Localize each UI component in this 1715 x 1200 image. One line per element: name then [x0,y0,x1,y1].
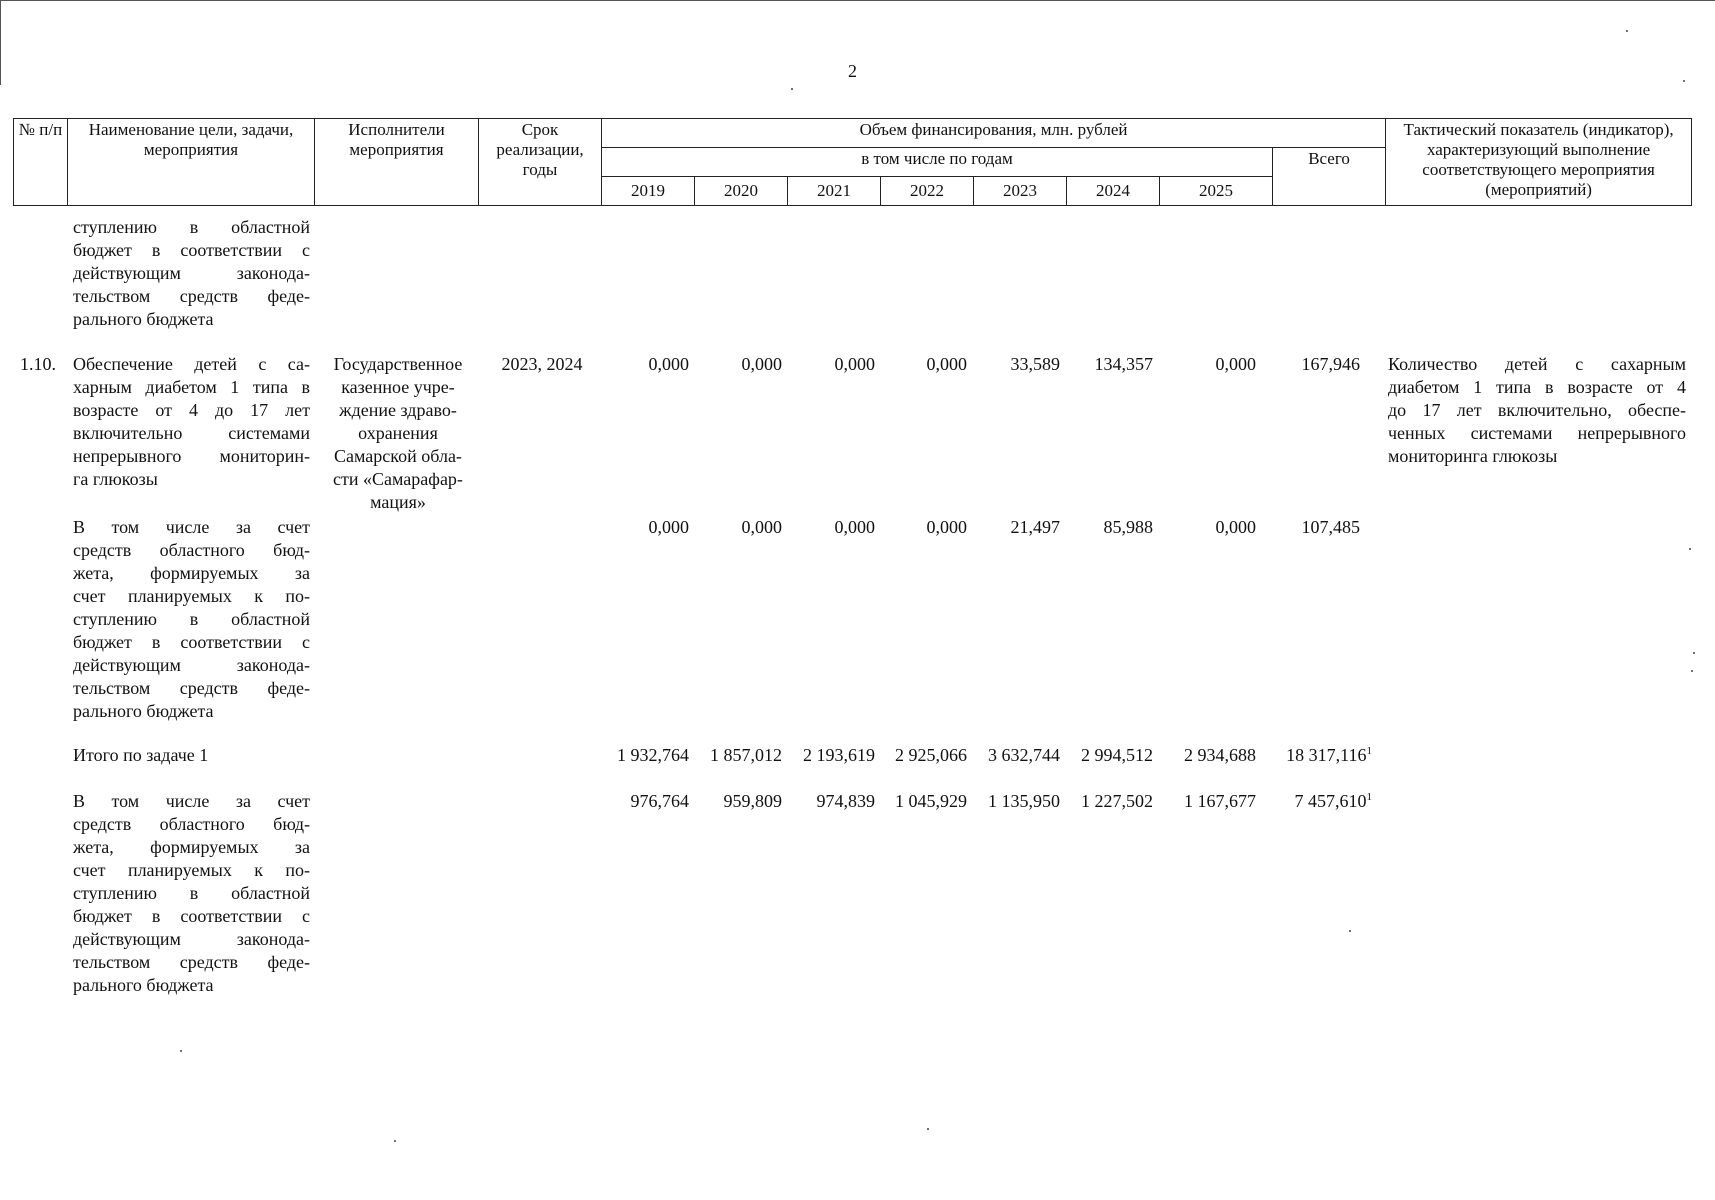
row-name-line: га глюкозы [73,469,158,489]
row-value-2023: 3 632,744 [988,745,1060,765]
row-value-2021: 974,839 [816,791,875,811]
row-name-line: включительно системами [73,423,310,443]
header-year: 2025 [1160,177,1273,206]
scan-speck [1689,548,1691,550]
row-name-line: действующим законода- [73,263,310,283]
row-name-line: ступлению в областной [73,217,310,237]
row-name-line: харным диабетом 1 типа в [73,377,310,397]
header-total: Всего [1273,148,1386,206]
row-executor-line: мация» [370,492,426,512]
header-executors: Исполнители мероприятия [315,119,479,206]
header-year: 2020 [695,177,788,206]
scan-speck [1349,930,1351,932]
row-name-line: тельством средств феде- [73,678,310,698]
row-value-2020: 1 857,012 [710,745,782,765]
row-name-line: средств областного бюд- [73,814,310,834]
row-value-2019: 0,000 [648,354,689,374]
row-value-2024: 2 994,512 [1081,745,1153,765]
header-year: 2022 [881,177,974,206]
row-value-2019: 976,764 [630,791,689,811]
row-value-2022: 2 925,066 [895,745,967,765]
row-executor-line: ждение здраво- [339,400,457,420]
header-term: Срок реализации, годы [479,119,602,206]
scan-speck [791,88,793,90]
row-name [73,744,310,767]
row-executor-line: сти «Самарафар- [333,469,463,489]
row-value-2025: 0,000 [1215,354,1256,374]
row-value-2020: 959,809 [723,791,782,811]
row-total [1262,744,1372,767]
row-name-line: Итого по задаче 1 [73,745,209,765]
row-total-value: 107,485 [1301,517,1360,537]
header-table [13,118,1692,206]
row-indicator-line: Количество детей с сахарным [1388,354,1686,374]
row-executor-line: казенное учре- [341,377,455,397]
row-value-2025: 1 167,677 [1184,791,1256,811]
row-value-2023: 33,589 [1010,354,1060,374]
header-funding: Объем финансирования, млн. рублей [602,119,1386,148]
row-value-2023: 21,497 [1010,517,1060,537]
row-name-line: счет планируемых к по- [73,860,310,880]
header-year: 2023 [974,177,1067,206]
header-num: № п/п [14,119,68,206]
row-name [73,516,310,723]
row-name-line: бюджет в соответствии с [73,906,310,926]
row-term: 2023, 2024 [501,354,583,374]
row-name-line: В том числе за счет [73,791,310,811]
row-executor-line: охранения [358,423,438,443]
row-name-line: тельством средств феде- [73,952,310,972]
row-value-2021: 0,000 [834,517,875,537]
row-value-2020: 0,000 [741,354,782,374]
header-year: 2024 [1067,177,1160,206]
header-year: 2019 [602,177,695,206]
row-indicator-line: диабетом 1 типа в возрасте от 4 [1388,377,1686,397]
row-name-line: тельством средств феде- [73,286,310,306]
scan-edge-top [0,0,1715,1]
scan-speck [1683,80,1685,82]
row-total-value: 167,946 [1301,354,1360,374]
row-executor-line: Самарской обла- [334,446,462,466]
row-value-2020: 0,000 [741,517,782,537]
row-value-2022: 0,000 [926,517,967,537]
row-value-2019: 1 932,764 [617,745,689,765]
row-name [73,790,310,997]
row-name-line: рального бюджета [73,975,214,995]
row-name [73,216,310,331]
footnote-mark: 1 [1366,745,1372,757]
row-name-line: ступлению в областной [73,883,310,903]
scan-speck [927,1128,929,1130]
scan-speck [1693,652,1695,654]
row-total [1270,516,1360,539]
row-name-line: Обеспечение детей с са- [73,354,310,374]
row-name-line: жета, формируемых за [73,563,310,583]
row-name [73,353,310,491]
row-value-2022: 0,000 [926,354,967,374]
scan-edge-left [0,0,1,85]
row-name-line: В том числе за счет [73,517,310,537]
row-name-line: рального бюджета [73,701,214,721]
row-name-line: непрерывного мониторин- [73,446,310,466]
row-value-2021: 0,000 [834,354,875,374]
row-name-line: средств областного бюд- [73,540,310,560]
row-indicator-line: до 17 лет включительно, обеспе- [1388,400,1686,420]
row-name-line: ступлению в областной [73,609,310,629]
row-value-2025: 0,000 [1215,517,1256,537]
row-name-line: бюджет в соответствии с [73,240,310,260]
row-value-2024: 85,988 [1103,517,1153,537]
footnote-mark: 1 [1366,791,1372,803]
scan-speck [1626,30,1628,32]
row-indicator-line: ченных системами непрерывного [1388,423,1686,443]
row-name-line: возрасте от 4 до 17 лет [73,400,310,420]
row-value-2022: 1 045,929 [895,791,967,811]
header-year: 2021 [788,177,881,206]
row-number: 1.10. [20,354,56,374]
row-executor-line: Государственное [333,354,463,374]
scan-speck [394,1140,396,1142]
row-name-line: жета, формируемых за [73,837,310,857]
row-name-line: рального бюджета [73,309,214,329]
scan-speck [1691,670,1693,672]
header-name: Наименование цели, задачи, мероприятия [68,119,315,206]
row-total-value: 7 457,610 [1294,791,1367,811]
row-name-line: действующим законода- [73,655,310,675]
row-name-line: счет планируемых к по- [73,586,310,606]
row-total-value: 18 317,116 [1286,745,1367,765]
row-name-line: бюджет в соответствии с [73,632,310,652]
row-indicator-line: мониторинга глюкозы [1388,446,1558,466]
row-total [1262,790,1372,813]
row-value-2024: 1 227,502 [1081,791,1153,811]
row-value-2021: 2 193,619 [803,745,875,765]
scan-speck [180,1050,182,1052]
row-executor [320,353,476,514]
header-indicator: Тактический показатель (индикатор), характеризующий выполнение соответствующего мероприятия (мероприятий) [1386,119,1692,206]
row-value-2024: 134,357 [1094,354,1153,374]
row-indicator [1388,353,1686,468]
row-value-2023: 1 135,950 [988,791,1060,811]
row-name-line: действующим законода- [73,929,310,949]
page-number: 2 [848,61,857,81]
header-by-years: в том числе по годам [602,148,1273,177]
row-value-2025: 2 934,688 [1184,745,1256,765]
row-value-2019: 0,000 [648,517,689,537]
row-total [1270,353,1360,376]
